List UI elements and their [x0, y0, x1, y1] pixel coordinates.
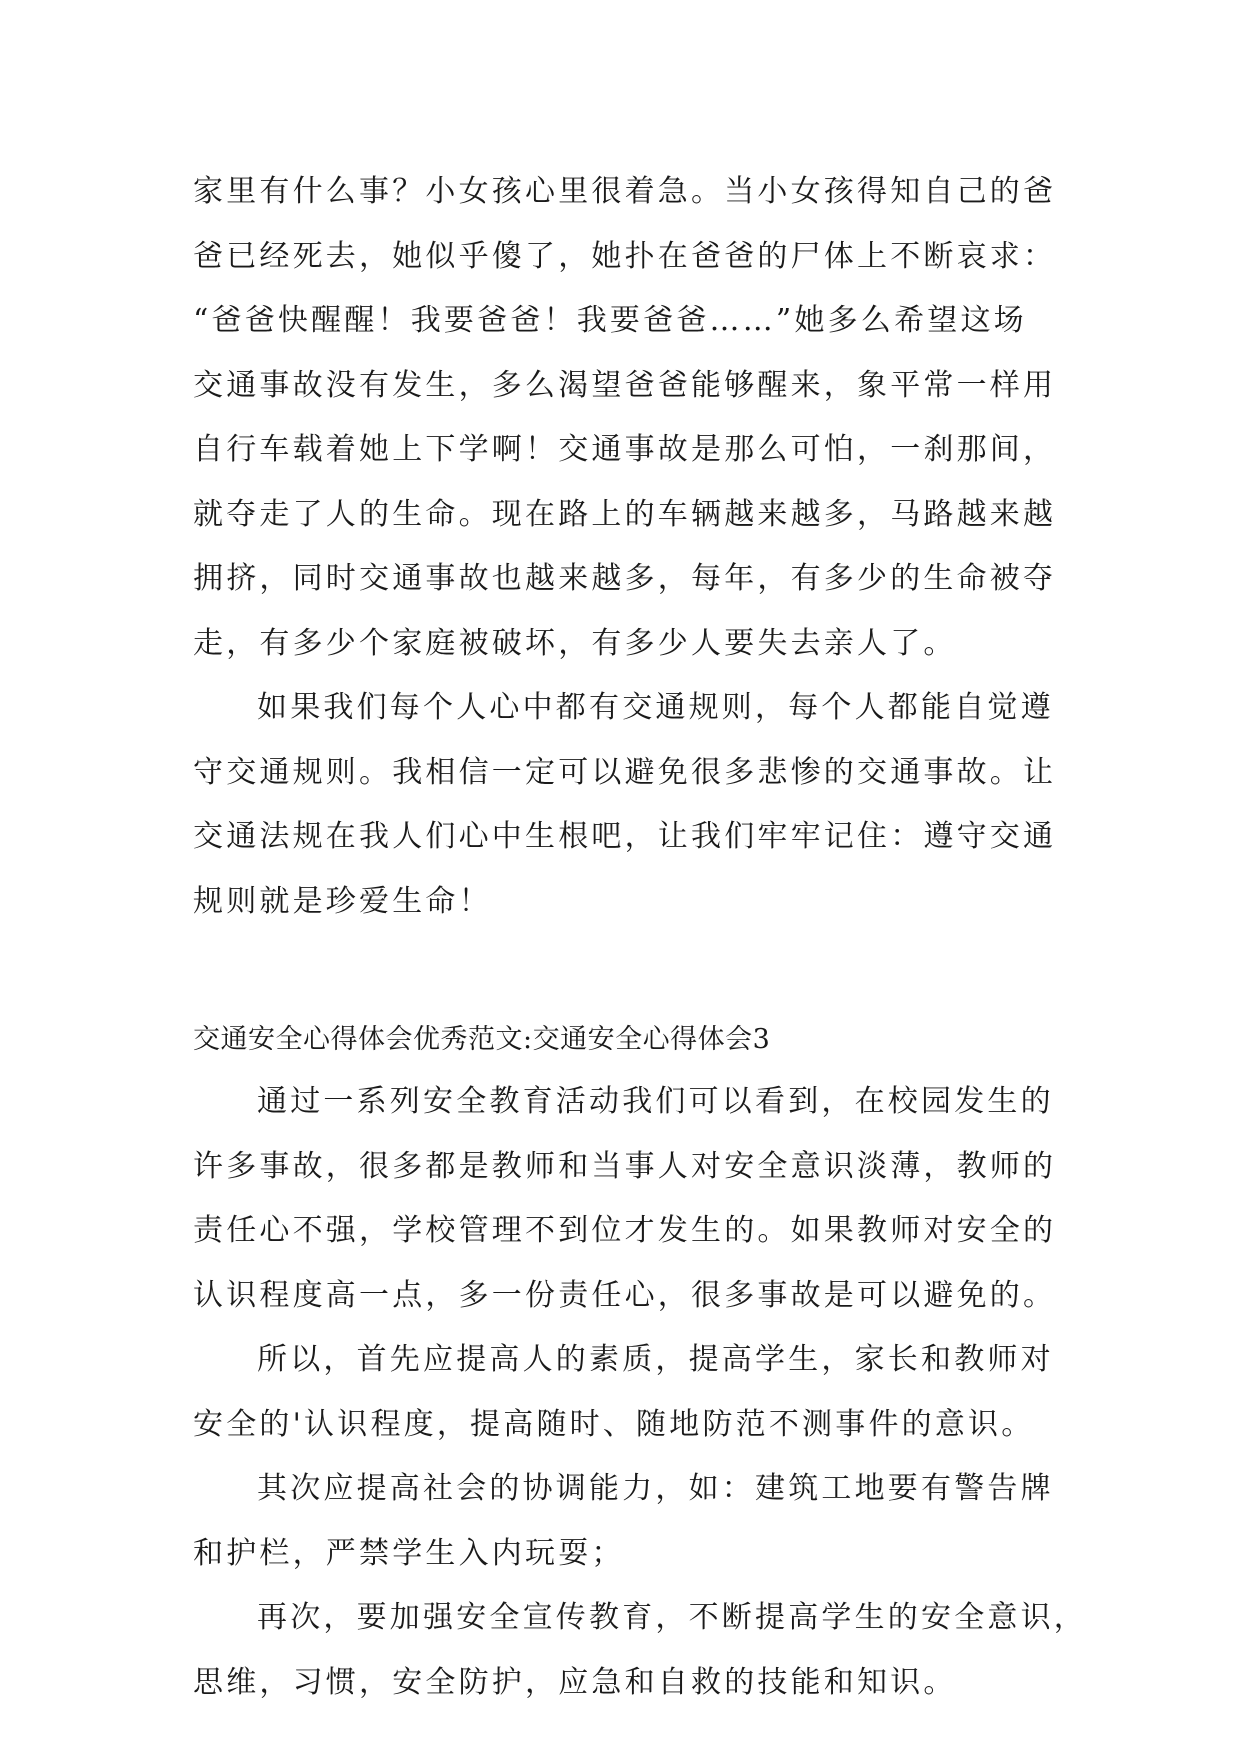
text-line: 家里有什么事？小女孩心里很着急。当小女孩得知自己的爸	[193, 174, 1057, 209]
text-line: 所以，首先应提高人的素质，提高学生，家长和教师对	[257, 1342, 1054, 1377]
text-line: 认识程度高一点，多一份责任心，很多事故是可以避免的。	[193, 1277, 1057, 1313]
text-line: 安全的'认识程度，提高随时、随地防范不测事件的意识。	[193, 1406, 1035, 1442]
section-gap	[193, 934, 1063, 1010]
paragraph-story	[193, 160, 1063, 676]
text-line: 责任心不强，学校管理不到位才发生的。如果教师对安全的	[193, 1213, 1057, 1248]
text-line: 和护栏，严禁学生入内玩耍；	[193, 1535, 625, 1571]
paragraph-intro	[193, 1070, 1063, 1328]
text-line: “爸爸快醒醒！我要爸爸！我要爸爸……”她多么希望这场	[193, 303, 1027, 338]
paragraph-conclusion	[193, 676, 1063, 934]
text-line: 自行车载着她上下学啊！交通事故是那么可怕，一刹那间，	[193, 432, 1057, 467]
paragraph-first	[193, 1328, 1063, 1457]
paragraph-second	[193, 1457, 1063, 1586]
text-line: 守交通规则。我相信一定可以避免很多悲惨的交通事故。让	[193, 754, 1057, 790]
text-line: 其次应提高社会的协调能力，如：建筑工地要有警告牌	[257, 1471, 1054, 1506]
document-body	[193, 160, 1087, 1715]
section-heading: 交通安全心得体会优秀范文:交通安全心得体会3	[193, 1024, 771, 1055]
text-line: 再次，要加强安全宣传教育，不断提高学生的安全意识，	[257, 1600, 1087, 1635]
text-line: 交通法规在我人们心中生根吧，让我们牢牢记住：遵守交通	[193, 819, 1057, 854]
text-line: 拥挤，同时交通事故也越来越多，每年，有多少的生命被夺	[193, 561, 1057, 596]
text-line: 交通事故没有发生，多么渴望爸爸能够醒来，象平常一样用	[193, 367, 1057, 403]
text-line: 许多事故，很多都是教师和当事人对安全意识淡薄，教师的	[193, 1148, 1057, 1184]
text-line: 爸已经死去，她似乎傻了，她扑在爸爸的尸体上不断哀求：	[193, 238, 1057, 274]
text-line: 思维，习惯，安全防护，应急和自救的技能和知识。	[193, 1664, 957, 1700]
text-line: 如果我们每个人心中都有交通规则，每个人都能自觉遵	[257, 690, 1054, 725]
text-line: 规则就是珍爱生命！	[193, 883, 492, 919]
text-line: 通过一系列安全教育活动我们可以看到，在校园发生的	[257, 1084, 1054, 1119]
paragraph-third	[193, 1586, 1087, 1715]
text-line: 走，有多少个家庭被破坏，有多少人要失去亲人了。	[193, 625, 957, 661]
text-line: 就夺走了人的生命。现在路上的车辆越来越多，马路越来越	[193, 496, 1057, 532]
